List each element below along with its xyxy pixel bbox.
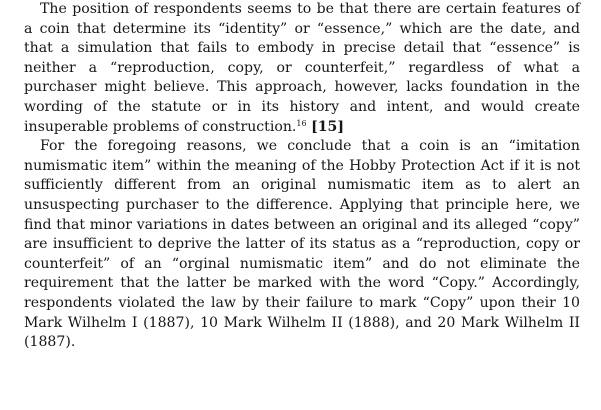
paragraph-conclusion (24, 137, 580, 353)
page-reference: [15] (311, 118, 345, 135)
paragraph-respondents-position (24, 0, 580, 137)
paragraph-1-text: The position of respondents seems to be that there are certain features of a coin that determine its “identity” or “essence,” which are the date, and that a simulation that fails to embody in precise detail that “essence” is neither a “reproduction, copy, or counterfeit,” regardless of what a purchaser might believe. This approach, however, lacks foundation in the wording of the statute or in its history and intent, and would create insuperable problems of construction. (24, 1, 580, 135)
footnote-marker: 16 (296, 118, 307, 128)
paragraph-2-text: For the foregoing reasons, we conclude that a coin is an “imitation numismatic item” within the meaning of the Hobby Protection Act if it is not sufficiently different from an original numismatic item as to alert an unsuspecting purchaser to the difference. Applying that principle here, we find that minor variations in dates between an original and its alleged “copy” are insufficient to deprive the latter of its status as a “reproduction, copy or counterfeit” of an “orginal numismatic item” and do not eliminate the requirement that the latter be marked with the word “Copy.” Accordingly, respondents violated the law by their failure to mark “Copy” upon their 10 Mark Wilhelm I (1887), 10 Mark Wilhelm II (1888), and 20 Mark Wilhelm II (1887). (24, 138, 580, 351)
opinion-text (24, 0, 580, 353)
